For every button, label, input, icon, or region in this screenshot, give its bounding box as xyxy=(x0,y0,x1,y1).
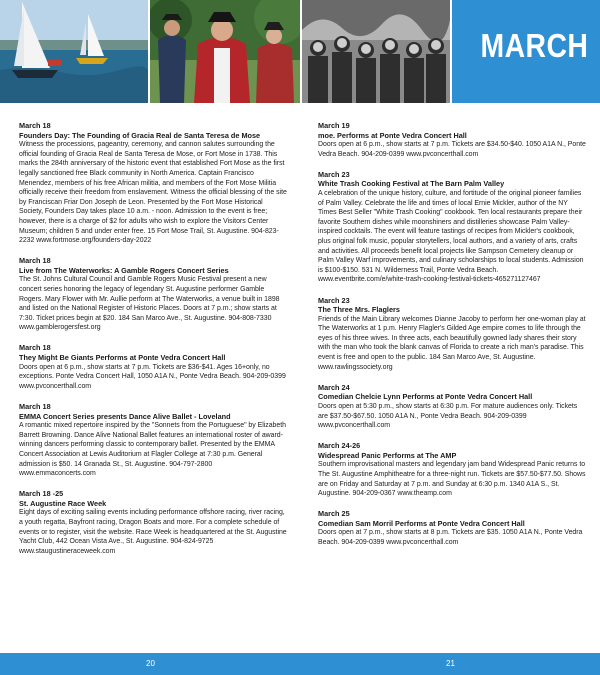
event-title: Widespread Panic Performs at The AMP xyxy=(318,450,457,460)
page-number-left: 20 xyxy=(146,659,155,668)
event-title: The Three Mrs. Flaglers xyxy=(318,305,400,315)
event-date: March 18 xyxy=(19,343,51,353)
event-entry xyxy=(318,170,586,285)
event-description: Friends of the Main Library welcomes Dianne Jacoby to perform her one-woman play at The Waterworks at 1 p.m. Henry Flagler's Gilded Age empire comes to life through the eyes of his three wives. In three acts, each beautifully gowned lady shares their story with the man who took the blank canvas of Florida to create a rich man's paradise. This event is free and open to the public. 184 San Marco Ave, St. Augustine. www.rawlingssociety.org xyxy=(318,315,586,371)
event-date: March 24-26 xyxy=(318,441,361,451)
event-entry xyxy=(318,121,586,159)
event-description: A celebration of the unique history, culture, and fortitude of the original pioneer families of Palm Valley. Celebrate the life and times of local Ernie Mickler, author of the NY Times Best Seller "White Trash Cooking" cookbook. Ten local restaurants prepare their favorite Southern dishes while moonshiners and distilleries showcase Palm Valley-inspired cocktails. The event will feature tastings of recipes from Mickler's cookbook, plus original folk music, popular storytellers, local authors, and a variety of arts, crafts and activities. All proceeds benefit local projects like Sampson Cemetery cleanup or Palm Valley Warf improvements, and culinary scholarships to local students. Admission is $100-$150. 531 N. Wilderness Trail, Ponte Vedra Beach. www.eventbrite.com/e/white-trash-cooking-festival-tickets-465271127467 xyxy=(318,190,584,284)
month-banner xyxy=(452,0,600,103)
event-entry xyxy=(19,489,287,556)
event-description: Doors open at 7 p.m., show starts at 8 p.m. Tickets are $35. 1050 A1A N., Ponte Vedra Beach. 904-209-0399 www.pvconcerthall.com xyxy=(318,529,583,547)
event-description: Doors open at 5:30 p.m., show starts at 6:30 p.m. For mature audiences only. Tickets are $37.50-$67.50. 1050 A1A N., Ponte Vedra Beach. 904-209-0399 www.pvconcerthall.com xyxy=(318,402,578,430)
event-date: March 18 xyxy=(19,121,51,130)
event-date: March 19 xyxy=(318,121,350,130)
event-description: The St. Johns Cultural Council and Gamble Rogers Music Festival present a new concert series honoring the legacy of legendary St. Augustine performer Gamble Rogers. Mary Flower with Mr. Aullie perform at The Waterworks, a venue built in 1898 and listed on the National Register of Historic Places. Doors at 7 p.m.; show starts at 7:30. Ticket prices begin at $20. 184 San Marco Ave., St. Augustine. 904-808-7330 www.gamblerogersfest.org xyxy=(19,276,280,332)
event-entry xyxy=(19,121,287,246)
event-date: March 18 -25 xyxy=(19,489,64,499)
page-number-right: 21 xyxy=(446,659,455,668)
event-date: March 23 xyxy=(318,295,350,305)
event-entry xyxy=(19,256,287,333)
event-description: A romantic mixed repertoire inspired by the "Sonnets from the Portuguese" by Elizabeth Barrett Browning. Dance Alive National Ballet features an international roster of award-winning dancers performing classic to contemporary ballet. Presented by the EMMA Concert Association at Lewis Auditorium at Flagler College at 7:30 p.m. General admission is $50. 14 Granada St., St. Augustine. 904-797-2800 www.emmaconcerts.com xyxy=(19,422,286,478)
event-description: Doors open at 6 p.m., show starts at 7 p.m. Tickets are $34.50-$40. 1050 A1A N., Ponte Vedra Beach. 904-209-0399 www.pvconcerthall.com xyxy=(318,141,586,158)
event-title: White Trash Cooking Festival at The Barn Palm Valley xyxy=(318,179,505,189)
page-header xyxy=(0,0,600,103)
event-date: March 18 xyxy=(19,256,51,266)
event-entry xyxy=(318,509,586,547)
event-description: Eight days of exciting sailing events including performance offshore racing, river racing, a youth regatta, Bayfront racing, Dragon Boats and more. For a complete schedule of events or to register, visit the website. Race Week is headquartered at the St. Augustine Yacht Club, 442 Ocean Vista Ave., St. Augustine. 904-824-9725 www.staugustineraceweek.com xyxy=(19,509,287,555)
event-title: Comedian Chelcie Lynn Performs at Ponte Vedra Concert Hall xyxy=(318,392,533,402)
event-title: They Might Be Giants Performs at Ponte Vedra Concert Hall xyxy=(19,353,226,363)
event-title: St. Augustine Race Week xyxy=(19,498,107,508)
event-date: March 23 xyxy=(318,169,350,179)
left-column xyxy=(19,121,287,567)
event-title: Comedian Sam Morril Performs at Ponte Vedra Concert Hall xyxy=(318,518,525,528)
costumed-reenactors-photo xyxy=(150,0,300,103)
event-entry xyxy=(19,402,287,479)
event-entry xyxy=(318,383,586,431)
event-date: March 18 xyxy=(19,401,51,411)
event-entry xyxy=(318,441,586,499)
event-entry xyxy=(318,296,586,373)
right-column xyxy=(318,121,586,558)
band-photo xyxy=(302,0,450,103)
event-description: Doors open at 6 p.m., show starts at 7 p.m. Tickets are $36-$41. Ages 16+only, no exceptions. Ponte Vedra Concert Hall, 1050 A1A N., Ponte Vedra Beach. 904-209-0399 www.pvconcerthall.com xyxy=(19,363,286,390)
event-date: March 25 xyxy=(318,509,350,519)
sailboats-photo xyxy=(0,0,148,103)
event-entry xyxy=(19,343,287,391)
event-description: Southern improvisational masters and legendary jam band Widespread Panic returns to The St. Augustine Amphitheatre for a three-night run. Tickets are $57.50-$77.50. Shows are on Friday and Saturday at 7 p.m. and Sunday at 6:30 p.m. 1340 A1A S., St. Augustine. 904-209-0367 www.theamp.com xyxy=(318,461,586,498)
page-footer xyxy=(0,653,600,675)
event-title: moe. Performs at Ponte Vedra Concert Hall xyxy=(318,130,467,140)
event-title: Live from The Waterworks: A Gamble Rogers Concert Series xyxy=(19,265,229,275)
event-title: Founders Day: The Founding of Gracia Real de Santa Teresa de Mose xyxy=(19,130,261,140)
event-date: March 24 xyxy=(318,382,350,392)
month-title: MARCH xyxy=(480,27,588,64)
event-title: EMMA Concert Series presents Dance Alive Ballet - Loveland xyxy=(19,411,231,421)
event-description: Witness the processions, pageantry, ceremony, and cannon salutes surrounding the official founding of Gracia Real de Santa Teresa de Mose, or Fort Mose in 1738. This marks the 284th anniversary of the historic event that established Fort Mose as the first legally sanctioned free Black community in North America. Captain Francisco Menendez, members of his free African militia, and members of the Fort Mose Militia officially receive their freedom from enslavement. Witness the official blessing of the site by Franciscan Friar Don Joseph de Leon. Presented by the Fort Mose Historical Society, Founders Day takes place 10 a.m. - noon. Admission to the event is free; however, there is a charge of $2 for adults who wish to explore the Visitors Center Museum; children 5 and under enter free. 15 Fort Mose Trail, St. Augustine. 904-823-2232 www.fortmose.org/founders-day-2022 xyxy=(19,141,287,245)
